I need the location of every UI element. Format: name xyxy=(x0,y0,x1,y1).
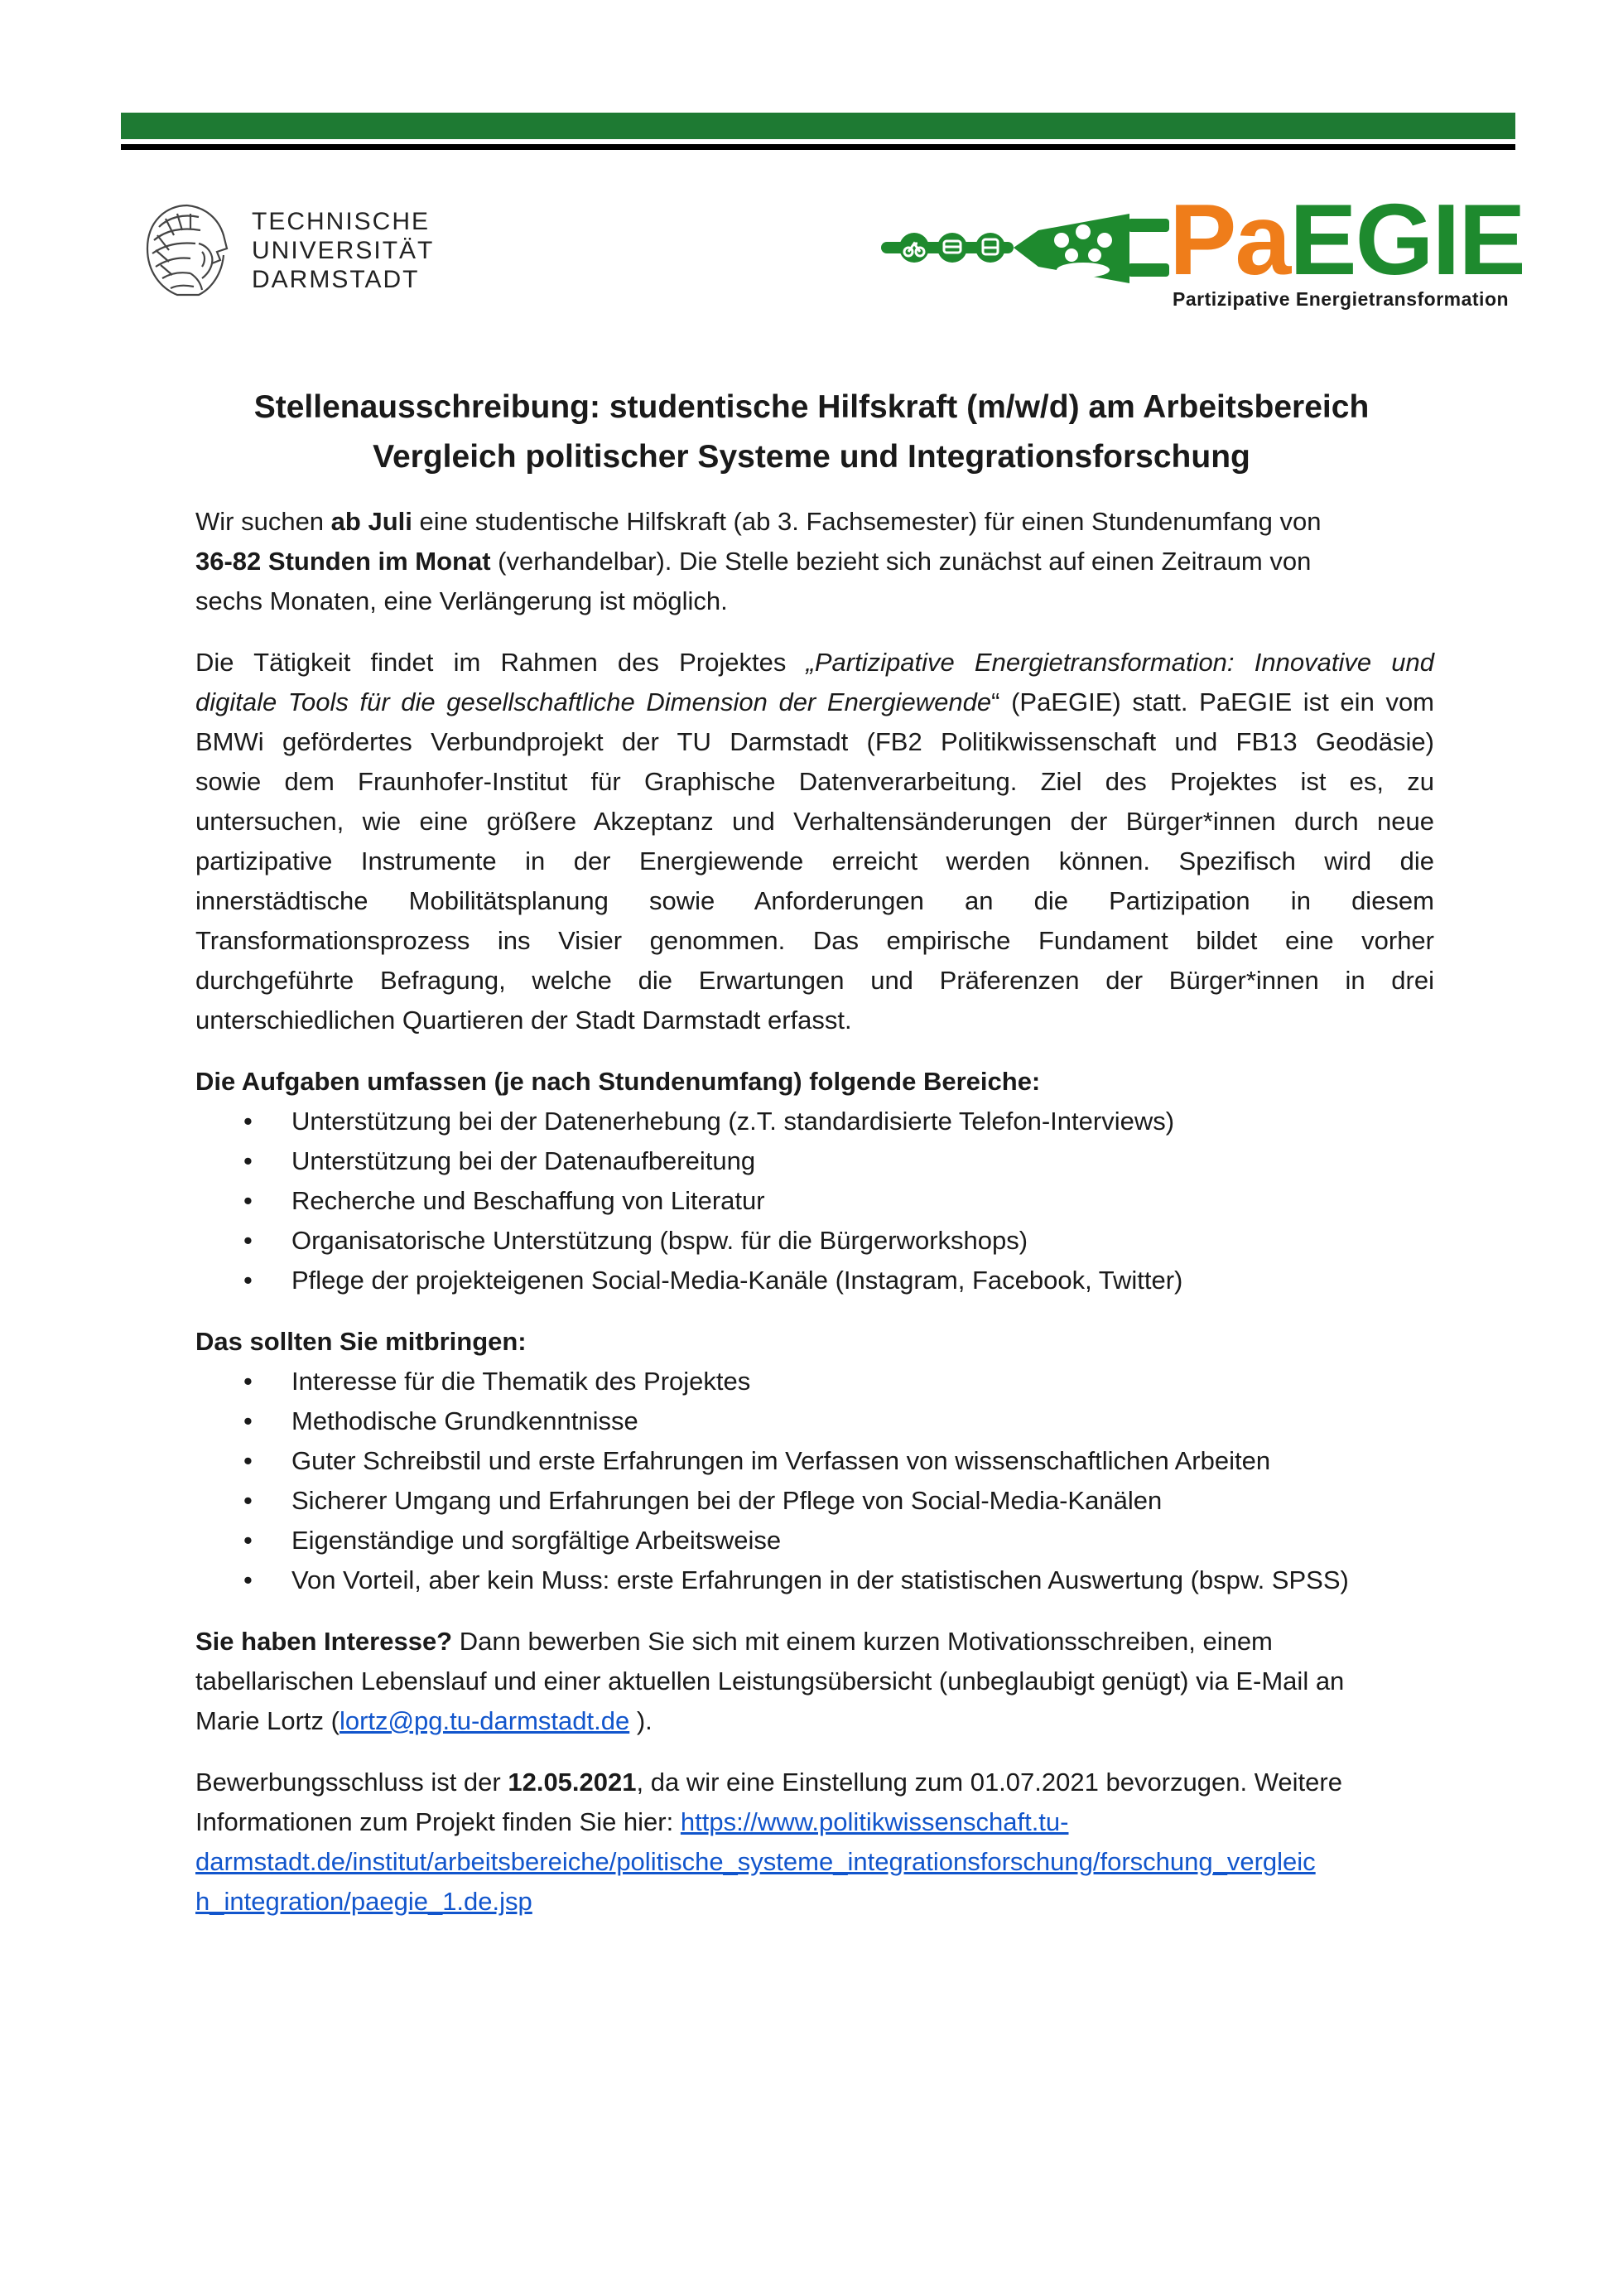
title-line: Stellenausschreibung: studentische Hilfskraft (m/w/d) am Arbeitsbereich xyxy=(253,389,1370,425)
project-text: Die Tätigkeit findet im Rahmen des Projektes xyxy=(195,648,807,677)
paegie-egie: EGIE xyxy=(1289,183,1524,296)
tud-line: UNIVERSITÄT xyxy=(252,237,435,264)
project-italic: „Partizipative Energietransformation: Innovative und xyxy=(806,648,1435,677)
apply-text: tabellarischen Lebenslauf und einer aktuellen Leistungsübersicht (unbeglaubigt genügt) via E-Mail an xyxy=(195,1667,1345,1695)
paegie-logo xyxy=(881,183,1524,313)
deadline-text: Informationen zum Projekt finden Sie hier: xyxy=(195,1807,681,1836)
project-line: partizipative Instrumente in der Energiewende erreicht werden können. Spezifisch wird die xyxy=(195,847,1434,875)
list-item: • Methodische Grundkenntnisse xyxy=(195,1401,1434,1441)
list-item: • Unterstützung bei der Datenerhebung (z.T. standardisierte Telefon-Interviews) xyxy=(195,1102,1434,1141)
intro-text: (verhandelbar). Die Stelle bezieht sich zunächst auf einen Zeitraum von xyxy=(490,547,1312,576)
project-line: sowie dem Fraunhofer-Institut für Graphische Datenverarbeitung. Ziel des Projektes ist es, zu xyxy=(195,767,1434,796)
paegie-wordmark xyxy=(1169,183,1524,296)
paegie-pa: Pa xyxy=(1169,183,1290,296)
paegie-subtitle: Partizipative Energietransformation xyxy=(1173,288,1510,310)
header-bar-green xyxy=(121,113,1515,139)
project-line: BMWi gefördertes Verbundprojekt der TU Darmstadt (FB2 Politikwissenschaft und FB13 Geodäsie) xyxy=(195,727,1434,756)
paegie-plug-graphic xyxy=(881,197,1179,297)
list-item: • Eigenständige und sorgfältige Arbeitsweise xyxy=(195,1521,1434,1560)
tasks-heading xyxy=(195,1062,1434,1102)
tu-darmstadt-wordmark xyxy=(252,207,434,294)
title-line: Vergleich politischer Systeme und Integrationsforschung xyxy=(373,439,1250,475)
intro-bold: ab Juli xyxy=(330,507,412,536)
intro-text: sechs Monaten, eine Verlängerung ist möglich. xyxy=(195,586,728,615)
list-item: • Unterstützung bei der Datenaufbereitung xyxy=(195,1141,1434,1181)
tasks-list xyxy=(195,1102,1434,1300)
project-url-link[interactable]: h_integration/paegie_1.de.jsp xyxy=(195,1887,532,1916)
list-item: • Pflege der projekteigenen Social-Media-Kanäle (Instagram, Facebook, Twitter) xyxy=(195,1261,1434,1300)
requirements-heading xyxy=(195,1322,1434,1362)
intro-bold: 36-82 Stunden im Monat xyxy=(195,547,491,576)
intro-paragraph xyxy=(195,502,1434,621)
intro-text: Wir suchen xyxy=(195,507,331,536)
project-italic: digitale Tools für die gesellschaftliche Dimension der Energiewende xyxy=(195,687,992,716)
apply-bold: Sie haben Interesse? xyxy=(195,1627,453,1656)
deadline-paragraph xyxy=(195,1763,1434,1922)
project-line: durchgeführte Befragung, welche die Erwartungen und Präferenzen der Bürger*innen in drei xyxy=(195,966,1434,995)
deadline-text: Bewerbungsschluss ist der xyxy=(195,1768,508,1797)
project-line: Transformationsprozess ins Visier genommen. Das empirische Fundament bildet eine vorher xyxy=(195,926,1434,955)
email-link[interactable]: lortz@pg.tu-darmstadt.de xyxy=(339,1706,630,1735)
athena-emblem-icon xyxy=(141,202,234,300)
apply-paragraph xyxy=(195,1622,1434,1741)
tu-darmstadt-logo xyxy=(141,202,439,301)
deadline-date: 12.05.2021 xyxy=(508,1768,637,1797)
apply-text: ). xyxy=(629,1706,653,1735)
header-bar-black xyxy=(121,144,1515,150)
intro-text: eine studentische Hilfskraft (ab 3. Fachsemester) für einen Stundenumfang von xyxy=(412,507,1322,536)
list-item: • Interesse für die Thematik des Projektes xyxy=(195,1362,1434,1401)
project-text: “ (PaEGIE) statt. PaEGIE ist ein vom xyxy=(991,687,1435,716)
deadline-text: , da wir eine Einstellung zum 01.07.2021 bevorzugen. Weitere xyxy=(636,1768,1342,1797)
document-body xyxy=(195,502,1434,1922)
requirements-heading-text: Das sollten Sie mitbringen: xyxy=(195,1327,527,1356)
apply-text: Marie Lortz ( xyxy=(195,1706,340,1735)
list-item: • Sicherer Umgang und Erfahrungen bei der Pflege von Social-Media-Kanälen xyxy=(195,1481,1434,1521)
project-paragraph xyxy=(195,643,1434,1040)
project-line: innerstädtische Mobilitätsplanung sowie Anforderungen an die Partizipation in diesem xyxy=(195,886,1434,915)
header-bar xyxy=(121,113,1515,150)
apply-text: Dann bewerben Sie sich mit einem kurzen Motivationsschreiben, einem xyxy=(452,1627,1273,1656)
list-item: • Von Vorteil, aber kein Muss: erste Erfahrungen in der statistischen Auswertung (bspw. SPSS) xyxy=(195,1560,1434,1600)
project-line: unterschiedlichen Quartieren der Stadt Darmstadt erfasst. xyxy=(195,1006,852,1035)
project-line: untersuchen, wie eine größere Akzeptanz und Verhaltensänderungen der Bürger*innen durch neue xyxy=(195,807,1434,836)
requirements-list xyxy=(195,1362,1434,1600)
tud-line: TECHNISCHE xyxy=(252,208,431,235)
list-item: • Guter Schreibstil und erste Erfahrungen im Verfassen von wissenschaftlichen Arbeiten xyxy=(195,1441,1434,1481)
project-url-link[interactable]: https://www.politikwissenschaft.tu- xyxy=(680,1807,1069,1836)
tasks-heading-text: Die Aufgaben umfassen (je nach Stundenumfang) folgende Bereiche: xyxy=(195,1067,1041,1096)
project-url-link[interactable]: darmstadt.de/institut/arbeitsbereiche/politische_systeme_integrationsforschung/forschung_vergleic xyxy=(195,1847,1316,1876)
list-item: • Recherche und Beschaffung von Literatur xyxy=(195,1181,1434,1221)
page-title xyxy=(195,383,1428,482)
tud-line: DARMSTADT xyxy=(252,266,420,293)
list-item: • Organisatorische Unterstützung (bspw. für die Bürgerworkshops) xyxy=(195,1221,1434,1261)
